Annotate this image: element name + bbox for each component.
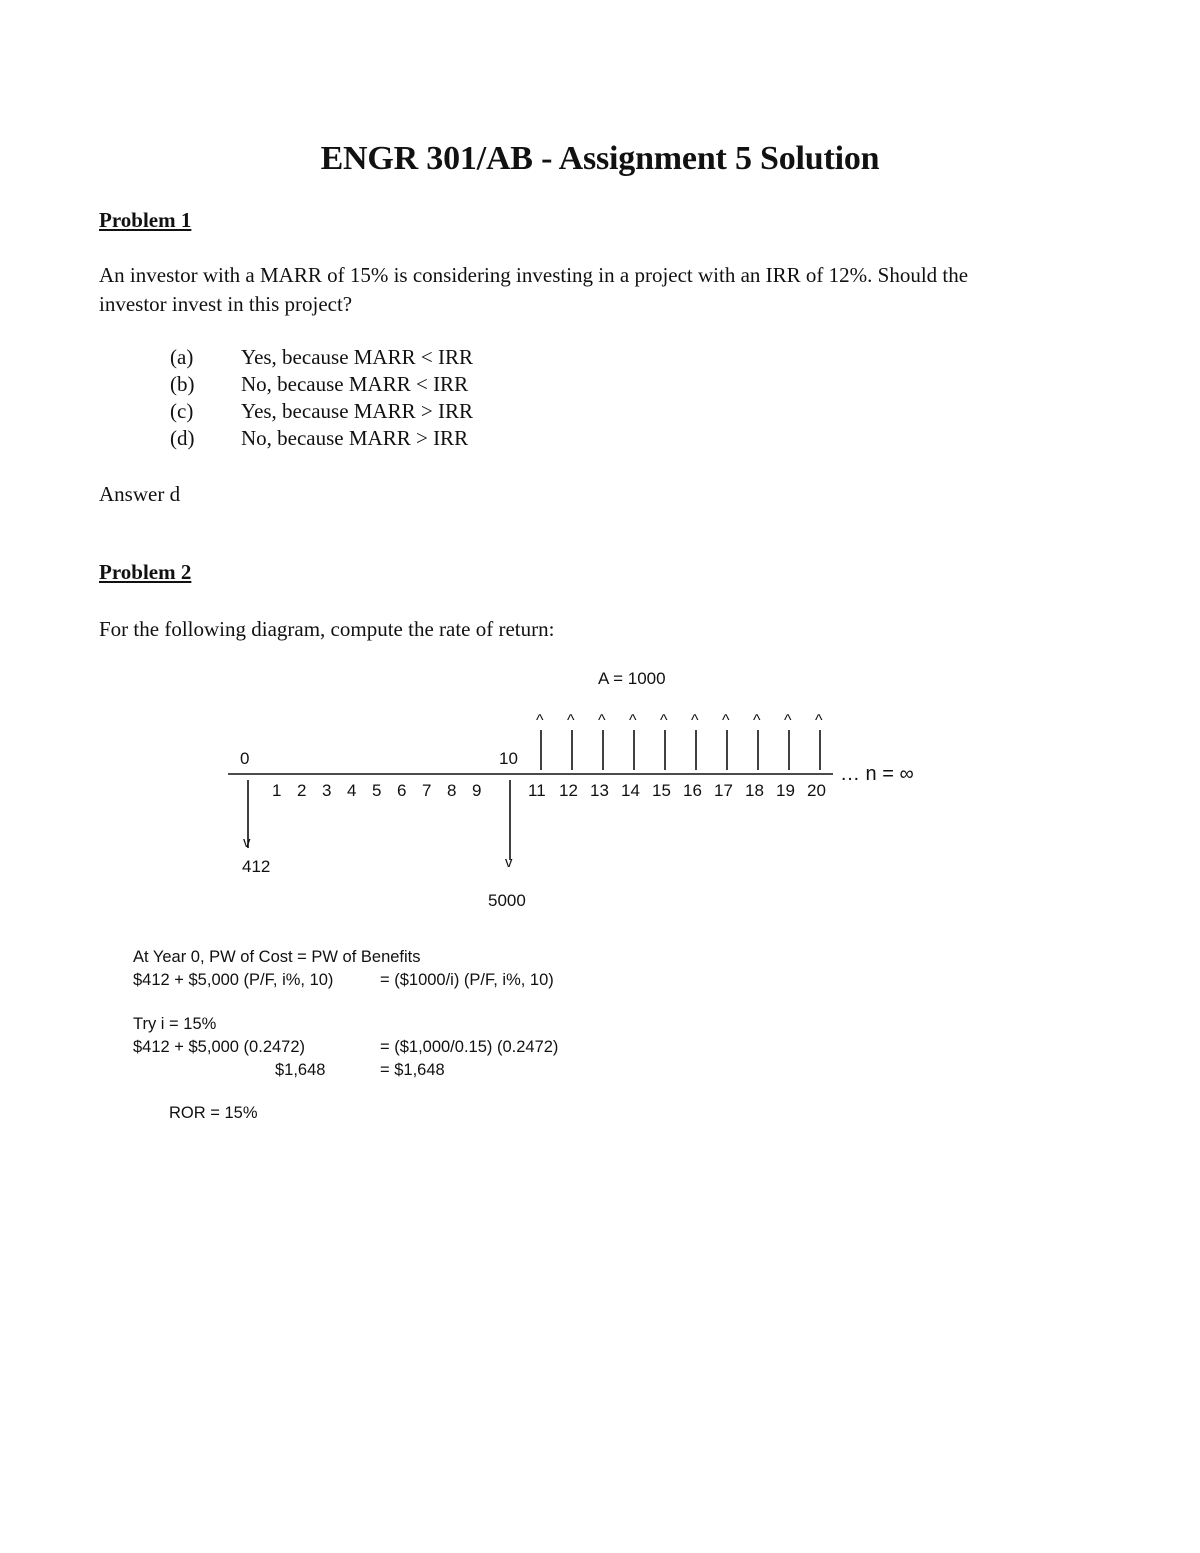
benefit-arrowhead-year-14: ^ (629, 712, 637, 729)
cost-year-0-label: 412 (242, 857, 271, 876)
benefit-arrowhead-year-13: ^ (598, 712, 606, 729)
year-19-label: 19 (776, 781, 795, 800)
benefit-arrowhead-year-12: ^ (567, 712, 575, 729)
option-c-text: Yes, because MARR > IRR (241, 399, 473, 423)
solution-line-4-right: = ($1,000/0.15) (0.2472) (380, 1038, 559, 1056)
cost-year-10-label: 5000 (488, 891, 526, 910)
year-14-label: 14 (621, 781, 640, 800)
year-17-label: 17 (714, 781, 733, 800)
year-0-label: 0 (240, 749, 250, 768)
option-b-letter: (b) (170, 372, 195, 396)
problem-1-answer: Answer d (99, 482, 181, 506)
problem-1-question-line-1: An investor with a MARR of 15% is considering investing in a project with an IRR of 12%. Should the (99, 263, 969, 287)
solution-line-2-right: = ($1000/i) (P/F, i%, 10) (380, 971, 554, 989)
year-5-label: 5 (372, 781, 382, 800)
option-c-letter: (c) (170, 399, 194, 423)
solution-line-3: Try i = 15% (133, 1015, 217, 1033)
option-a-letter: (a) (170, 345, 194, 369)
year-13-label: 13 (590, 781, 609, 800)
benefit-arrowhead-year-19: ^ (784, 712, 792, 729)
cost-arrowhead-year-10: v (505, 854, 513, 871)
problem-2-prompt: For the following diagram, compute the rate of return: (99, 617, 555, 641)
year-1-label: 1 (272, 781, 282, 800)
year-7-label: 7 (422, 781, 432, 800)
year-15-label: 15 (652, 781, 671, 800)
year-4-label: 4 (347, 781, 357, 800)
problem-2-heading: Problem 2 (99, 560, 192, 584)
solution-result: ROR = 15% (169, 1104, 258, 1122)
year-3-label: 3 (322, 781, 332, 800)
solution-line-5-left: $1,648 (275, 1061, 326, 1079)
benefit-arrowhead-year-20: ^ (815, 712, 823, 729)
solution-line-4-left: $412 + $5,000 (0.2472) (133, 1038, 306, 1056)
benefit-arrowhead-year-16: ^ (691, 712, 699, 729)
continuation-label: … n = ∞ (840, 763, 914, 785)
year-18-label: 18 (745, 781, 764, 800)
year-8-label: 8 (447, 781, 457, 800)
year-20-label: 20 (807, 781, 826, 800)
cost-arrowhead-year-0: v (243, 834, 251, 851)
option-d-text: No, because MARR > IRR (241, 426, 469, 450)
solution-line-1: At Year 0, PW of Cost = PW of Benefits (133, 948, 421, 966)
year-9-label: 9 (472, 781, 482, 800)
solution-line-5-right: = $1,648 (380, 1061, 445, 1079)
year-11-label: 11 (528, 781, 546, 800)
benefit-arrows (541, 730, 820, 770)
problem-1-heading: Problem 1 (99, 208, 192, 232)
year-16-label: 16 (683, 781, 702, 800)
year-6-label: 6 (397, 781, 407, 800)
annuity-label: A = 1000 (598, 669, 666, 688)
problem-1-question-line-2: investor invest in this project? (99, 292, 353, 316)
page-title: ENGR 301/AB - Assignment 5 Solution (320, 140, 880, 177)
option-a-text: Yes, because MARR < IRR (241, 345, 473, 369)
option-d-letter: (d) (170, 426, 195, 450)
benefit-arrowhead-year-18: ^ (753, 712, 761, 729)
solution-line-2-left: $412 + $5,000 (P/F, i%, 10) (133, 971, 334, 989)
benefit-arrowhead-year-11: ^ (536, 712, 544, 729)
year-12-label: 12 (559, 781, 578, 800)
year-10-label: 10 (499, 749, 518, 768)
option-b-text: No, because MARR < IRR (241, 372, 469, 396)
benefit-arrowhead-year-17: ^ (722, 712, 730, 729)
benefit-arrowhead-year-15: ^ (660, 712, 668, 729)
year-2-label: 2 (297, 781, 307, 800)
